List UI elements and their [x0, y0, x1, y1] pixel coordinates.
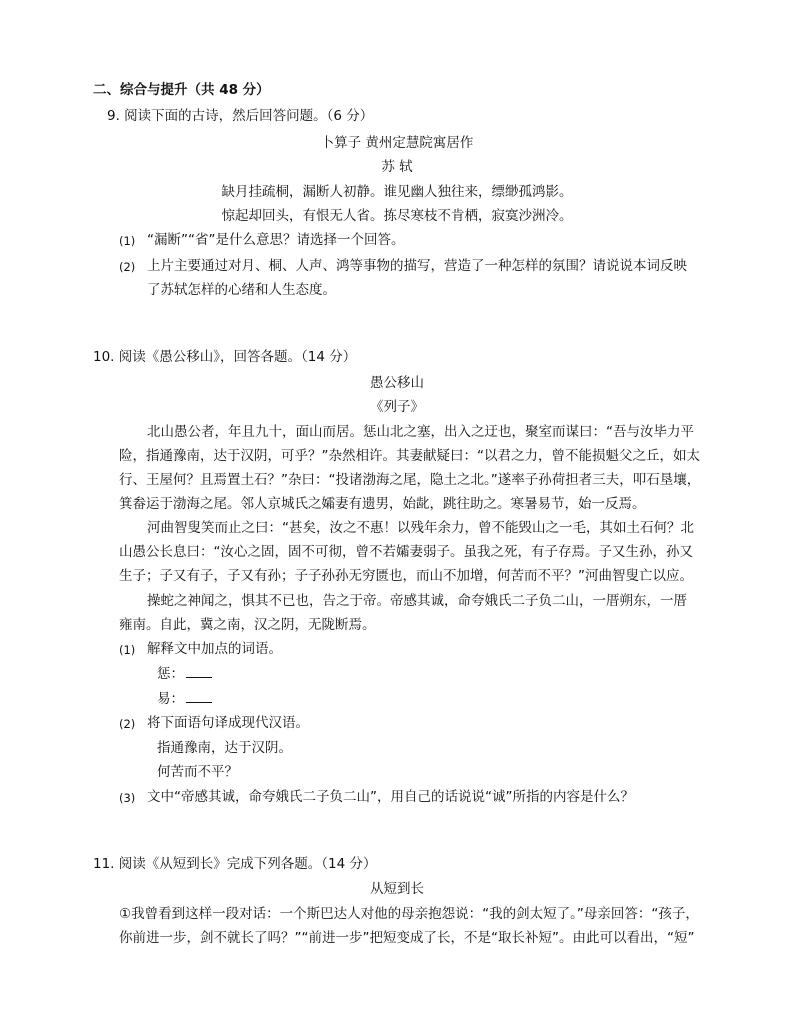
q10-word-1: [157, 664, 212, 684]
q9-sub2-number: (2): [119, 260, 136, 274]
q10-text-title: 愚公移山: [370, 375, 424, 391]
q9-poem-title: 卜算子 黄州定慧院寓居作: [320, 135, 474, 151]
q10-word-2-label: 易：: [157, 691, 184, 707]
q9-sub2-line-1: 上片主要通过对月、桐、人声、鸿等事物的描写，营造了一种怎样的氛围？请说说本词反映: [147, 258, 687, 274]
q9-sub1-number: (1): [119, 234, 136, 248]
q10-word-2: [157, 689, 212, 709]
section-title: 二、综合与提升（共 48 分）: [93, 82, 270, 98]
q10-sub2-text: 将下面语句译成现代汉语。: [147, 715, 309, 731]
q9-poem-verse-1: 缺月挂疏桐，漏断人初静。谁见幽人独往来，缥缈孤鸿影。: [221, 184, 573, 200]
q10-sentence-1: 指通豫南，达于汉阴。: [157, 740, 292, 756]
q9-sub1-text: “漏断”“省”是什么意思？请选择一个回答。: [147, 232, 405, 248]
q9-poem-author: 苏 轼: [381, 159, 413, 175]
q10-text-source: 《列子》: [370, 399, 424, 415]
q10-para2-line-2: 山愚公长息曰：“汝心之固，固不可彻，曾不若孀妻弱子。虽我之死，有子存焉。子又生孙，孙又: [119, 544, 693, 560]
q10-para2-line-1: 河曲智叟笑而止之曰：“甚矣，汝之不惠！以残年余力，曾不能毁山之一毛，其如土石何？北: [147, 520, 694, 536]
q10-para3-line-1: 操蛇之神闻之，惧其不已也，告之于帝。帝感其诚，命夸娥氏二子负二山，一厝朔东，一厝: [147, 593, 687, 609]
q10-para3-line-2: 雍南。自此，冀之南，汉之阴，无陇断焉。: [119, 617, 376, 633]
q9-sub2-line-2: 了苏轼怎样的心绪和人生态度。: [147, 282, 336, 298]
q10-para1-line-4: 箕畚运于渤海之尾。邻人京城氏之孀妻有遗男，始龀，跳往助之。寒暑易节，始一反焉。: [119, 496, 646, 512]
q11-para1-line-1: ①我曾看到这样一段对话：一个斯巴达人对他的母亲抱怨说：“我的剑太短了。”母亲回答：“孩子，: [119, 906, 699, 922]
q10-sub1-number: (1): [119, 643, 136, 657]
q11-para1-line-2: 你前进一步，剑不就长了吗？”“前进一步”把短变成了长，不是“取长补短”。由此可以看出，“短”: [119, 930, 695, 946]
q10-para1-line-1: 北山愚公者，年且九十，面山而居。惩山北之塞，出入之迂也，聚室而谋曰：“吾与汝毕力平: [147, 424, 694, 440]
q9-stem: 9. 阅读下面的古诗，然后回答问题。（6 分）: [107, 108, 374, 124]
q10-word-2-blank[interactable]: [186, 690, 212, 703]
q9-poem-verse-2: 惊起却回头，有恨无人省。拣尽寒枝不肯栖，寂寞沙洲冷。: [221, 208, 573, 224]
q10-para1-line-3: 行、王屋何？且焉置土石？”杂曰：“投诸渤海之尾，隐土之北。”遂率子孙荷担者三夫，叩石垦壤，: [119, 472, 701, 488]
q11-text-title: 从短到长: [370, 881, 424, 897]
q10-para1-line-2: 险，指通豫南，达于汉阴，可乎？”杂然相许。其妻献疑曰：“以君之力，曾不能损魁父之丘，如太: [119, 448, 700, 464]
q10-word-1-label: 惩：: [157, 666, 184, 682]
q10-sentence-2: 何苦而不平？: [157, 764, 238, 780]
q10-sub2-number: (2): [119, 717, 136, 731]
q10-stem: 10. 阅读《愚公移山》，回答各题。（14 分）: [93, 349, 357, 365]
q11-stem: 11. 阅读《从短到长》完成下列各题。（14 分）: [93, 856, 377, 872]
q10-sub3-text: 文中“帝感其诚，命夸娥氏二子负二山”，用自己的话说说“诚”所指的内容是什么？: [147, 789, 634, 805]
q10-sub1-text: 解释文中加点的词语。: [147, 641, 282, 657]
q10-word-1-blank[interactable]: [186, 665, 212, 678]
q10-sub3-number: (3): [119, 791, 136, 805]
q10-para2-line-3: 生子；子又有子，子又有孙；子子孙孙无穷匮也，而山不加增，何苦而不平？”河曲智叟亡以应。: [119, 568, 693, 584]
